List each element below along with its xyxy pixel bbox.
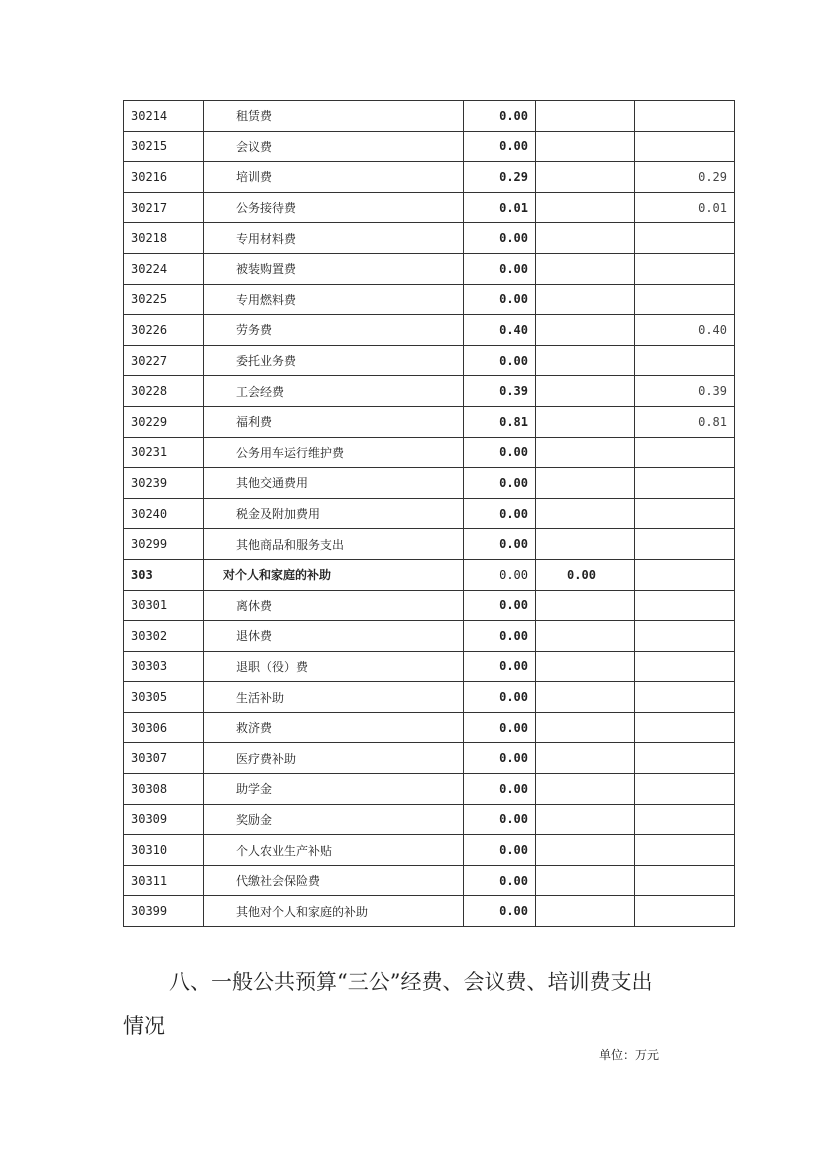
table-row bbox=[124, 345, 735, 376]
row-basic bbox=[536, 101, 635, 132]
row-total: 0.00 bbox=[464, 774, 536, 805]
row-name: 代缴社会保险费 bbox=[204, 865, 464, 896]
row-name: 奖励金 bbox=[204, 804, 464, 835]
row-total: 0.00 bbox=[464, 345, 536, 376]
table-row bbox=[124, 437, 735, 468]
row-code: 30215 bbox=[124, 131, 204, 162]
table-row bbox=[124, 253, 735, 284]
row-code: 30301 bbox=[124, 590, 204, 621]
row-total: 0.00 bbox=[464, 896, 536, 927]
row-basic bbox=[536, 223, 635, 254]
row-project bbox=[635, 865, 735, 896]
row-basic bbox=[536, 712, 635, 743]
row-basic: 0.00 bbox=[536, 559, 635, 590]
table-row bbox=[124, 376, 735, 407]
row-project bbox=[635, 682, 735, 713]
row-total: 0.01 bbox=[464, 192, 536, 223]
row-total: 0.29 bbox=[464, 162, 536, 193]
table-row bbox=[124, 896, 735, 927]
row-project: 0.39 bbox=[635, 376, 735, 407]
table-row bbox=[124, 223, 735, 254]
row-code: 30303 bbox=[124, 651, 204, 682]
row-total: 0.00 bbox=[464, 835, 536, 866]
row-project bbox=[635, 223, 735, 254]
row-name: 委托业务费 bbox=[204, 345, 464, 376]
row-code: 30214 bbox=[124, 101, 204, 132]
row-code: 30231 bbox=[124, 437, 204, 468]
row-project: 0.29 bbox=[635, 162, 735, 193]
row-code: 30307 bbox=[124, 743, 204, 774]
row-project bbox=[635, 437, 735, 468]
row-code: 30226 bbox=[124, 315, 204, 346]
row-project bbox=[635, 804, 735, 835]
row-basic bbox=[536, 162, 635, 193]
row-basic bbox=[536, 896, 635, 927]
row-project bbox=[635, 529, 735, 560]
row-code: 30218 bbox=[124, 223, 204, 254]
row-project bbox=[635, 345, 735, 376]
row-total: 0.81 bbox=[464, 406, 536, 437]
row-project bbox=[635, 896, 735, 927]
row-code: 30311 bbox=[124, 865, 204, 896]
row-code: 30229 bbox=[124, 406, 204, 437]
row-basic bbox=[536, 498, 635, 529]
row-basic bbox=[536, 437, 635, 468]
table-row bbox=[124, 559, 735, 590]
row-total: 0.00 bbox=[464, 101, 536, 132]
table-row bbox=[124, 468, 735, 499]
table-row bbox=[124, 498, 735, 529]
row-basic bbox=[536, 406, 635, 437]
row-code: 30227 bbox=[124, 345, 204, 376]
row-name: 福利费 bbox=[204, 406, 464, 437]
table-row bbox=[124, 743, 735, 774]
row-code: 30299 bbox=[124, 529, 204, 560]
row-total: 0.00 bbox=[464, 865, 536, 896]
row-code: 30308 bbox=[124, 774, 204, 805]
row-project bbox=[635, 743, 735, 774]
row-code: 30217 bbox=[124, 192, 204, 223]
row-basic bbox=[536, 315, 635, 346]
table-row bbox=[124, 284, 735, 315]
table-row bbox=[124, 315, 735, 346]
table-row bbox=[124, 590, 735, 621]
row-code: 30240 bbox=[124, 498, 204, 529]
row-basic bbox=[536, 376, 635, 407]
row-code: 30306 bbox=[124, 712, 204, 743]
row-code: 30302 bbox=[124, 621, 204, 652]
table-row bbox=[124, 406, 735, 437]
row-basic bbox=[536, 131, 635, 162]
table-row bbox=[124, 621, 735, 652]
row-total: 0.00 bbox=[464, 437, 536, 468]
table-row bbox=[124, 192, 735, 223]
row-project bbox=[635, 774, 735, 805]
table-row bbox=[124, 804, 735, 835]
row-total: 0.00 bbox=[464, 712, 536, 743]
row-basic bbox=[536, 192, 635, 223]
row-basic bbox=[536, 682, 635, 713]
row-project bbox=[635, 621, 735, 652]
row-name: 其他对个人和家庭的补助 bbox=[204, 896, 464, 927]
row-name: 退职（役）费 bbox=[204, 651, 464, 682]
row-basic bbox=[536, 253, 635, 284]
row-code: 30310 bbox=[124, 835, 204, 866]
table-row bbox=[124, 865, 735, 896]
section-heading bbox=[123, 960, 743, 1048]
row-name: 会议费 bbox=[204, 131, 464, 162]
row-name: 劳务费 bbox=[204, 315, 464, 346]
row-project bbox=[635, 590, 735, 621]
section-heading-line1: 八、一般公共预算“三公”经费、会议费、培训费支出 bbox=[169, 970, 653, 994]
row-code: 30309 bbox=[124, 804, 204, 835]
row-total: 0.00 bbox=[464, 529, 536, 560]
row-name: 其他交通费用 bbox=[204, 468, 464, 499]
row-name: 退休费 bbox=[204, 621, 464, 652]
table-row bbox=[124, 131, 735, 162]
row-total: 0.00 bbox=[464, 651, 536, 682]
row-project bbox=[635, 284, 735, 315]
row-total: 0.00 bbox=[464, 682, 536, 713]
row-total: 0.00 bbox=[464, 621, 536, 652]
row-basic bbox=[536, 621, 635, 652]
table-row bbox=[124, 682, 735, 713]
unit-label: 单位：万元 bbox=[599, 1048, 660, 1062]
row-total: 0.00 bbox=[464, 559, 536, 590]
row-name: 税金及附加费用 bbox=[204, 498, 464, 529]
row-name: 培训费 bbox=[204, 162, 464, 193]
row-name: 其他商品和服务支出 bbox=[204, 529, 464, 560]
section-heading-line2: 情况 bbox=[123, 1014, 165, 1038]
row-project bbox=[635, 835, 735, 866]
row-name: 被装购置费 bbox=[204, 253, 464, 284]
row-basic bbox=[536, 468, 635, 499]
row-basic bbox=[536, 804, 635, 835]
row-basic bbox=[536, 743, 635, 774]
table-row bbox=[124, 712, 735, 743]
row-name: 医疗费补助 bbox=[204, 743, 464, 774]
row-name: 工会经费 bbox=[204, 376, 464, 407]
row-project bbox=[635, 651, 735, 682]
row-basic bbox=[536, 529, 635, 560]
row-basic bbox=[536, 651, 635, 682]
row-basic bbox=[536, 590, 635, 621]
row-name: 离休费 bbox=[204, 590, 464, 621]
row-total: 0.00 bbox=[464, 804, 536, 835]
table-row bbox=[124, 101, 735, 132]
row-basic bbox=[536, 774, 635, 805]
table-row bbox=[124, 835, 735, 866]
table-row bbox=[124, 774, 735, 805]
row-name: 生活补助 bbox=[204, 682, 464, 713]
row-code: 30225 bbox=[124, 284, 204, 315]
row-project bbox=[635, 101, 735, 132]
row-code: 30224 bbox=[124, 253, 204, 284]
row-total: 0.00 bbox=[464, 590, 536, 621]
row-code: 303 bbox=[124, 559, 204, 590]
row-project bbox=[635, 712, 735, 743]
row-name: 助学金 bbox=[204, 774, 464, 805]
row-total: 0.00 bbox=[464, 498, 536, 529]
row-name: 对个人和家庭的补助 bbox=[204, 559, 464, 590]
row-code: 30239 bbox=[124, 468, 204, 499]
row-name: 个人农业生产补贴 bbox=[204, 835, 464, 866]
row-code: 30305 bbox=[124, 682, 204, 713]
row-project bbox=[635, 468, 735, 499]
row-name: 专用材料费 bbox=[204, 223, 464, 254]
row-name: 救济费 bbox=[204, 712, 464, 743]
row-project: 0.40 bbox=[635, 315, 735, 346]
row-basic bbox=[536, 345, 635, 376]
row-name: 租赁费 bbox=[204, 101, 464, 132]
row-total: 0.00 bbox=[464, 743, 536, 774]
row-total: 0.00 bbox=[464, 468, 536, 499]
row-total: 0.40 bbox=[464, 315, 536, 346]
row-basic bbox=[536, 865, 635, 896]
row-project bbox=[635, 498, 735, 529]
row-project bbox=[635, 253, 735, 284]
expenditure-table-body bbox=[124, 101, 735, 927]
row-total: 0.00 bbox=[464, 284, 536, 315]
row-code: 30399 bbox=[124, 896, 204, 927]
row-project: 0.81 bbox=[635, 406, 735, 437]
row-basic bbox=[536, 835, 635, 866]
row-name: 公务用车运行维护费 bbox=[204, 437, 464, 468]
table-row bbox=[124, 162, 735, 193]
row-total: 0.00 bbox=[464, 223, 536, 254]
table-row bbox=[124, 651, 735, 682]
table-row bbox=[124, 529, 735, 560]
row-name: 公务接待费 bbox=[204, 192, 464, 223]
row-project: 0.01 bbox=[635, 192, 735, 223]
row-total: 0.00 bbox=[464, 131, 536, 162]
row-code: 30216 bbox=[124, 162, 204, 193]
expenditure-table bbox=[123, 100, 735, 927]
row-name: 专用燃料费 bbox=[204, 284, 464, 315]
row-project bbox=[635, 131, 735, 162]
row-code: 30228 bbox=[124, 376, 204, 407]
row-total: 0.39 bbox=[464, 376, 536, 407]
row-total: 0.00 bbox=[464, 253, 536, 284]
row-basic bbox=[536, 284, 635, 315]
row-project bbox=[635, 559, 735, 590]
